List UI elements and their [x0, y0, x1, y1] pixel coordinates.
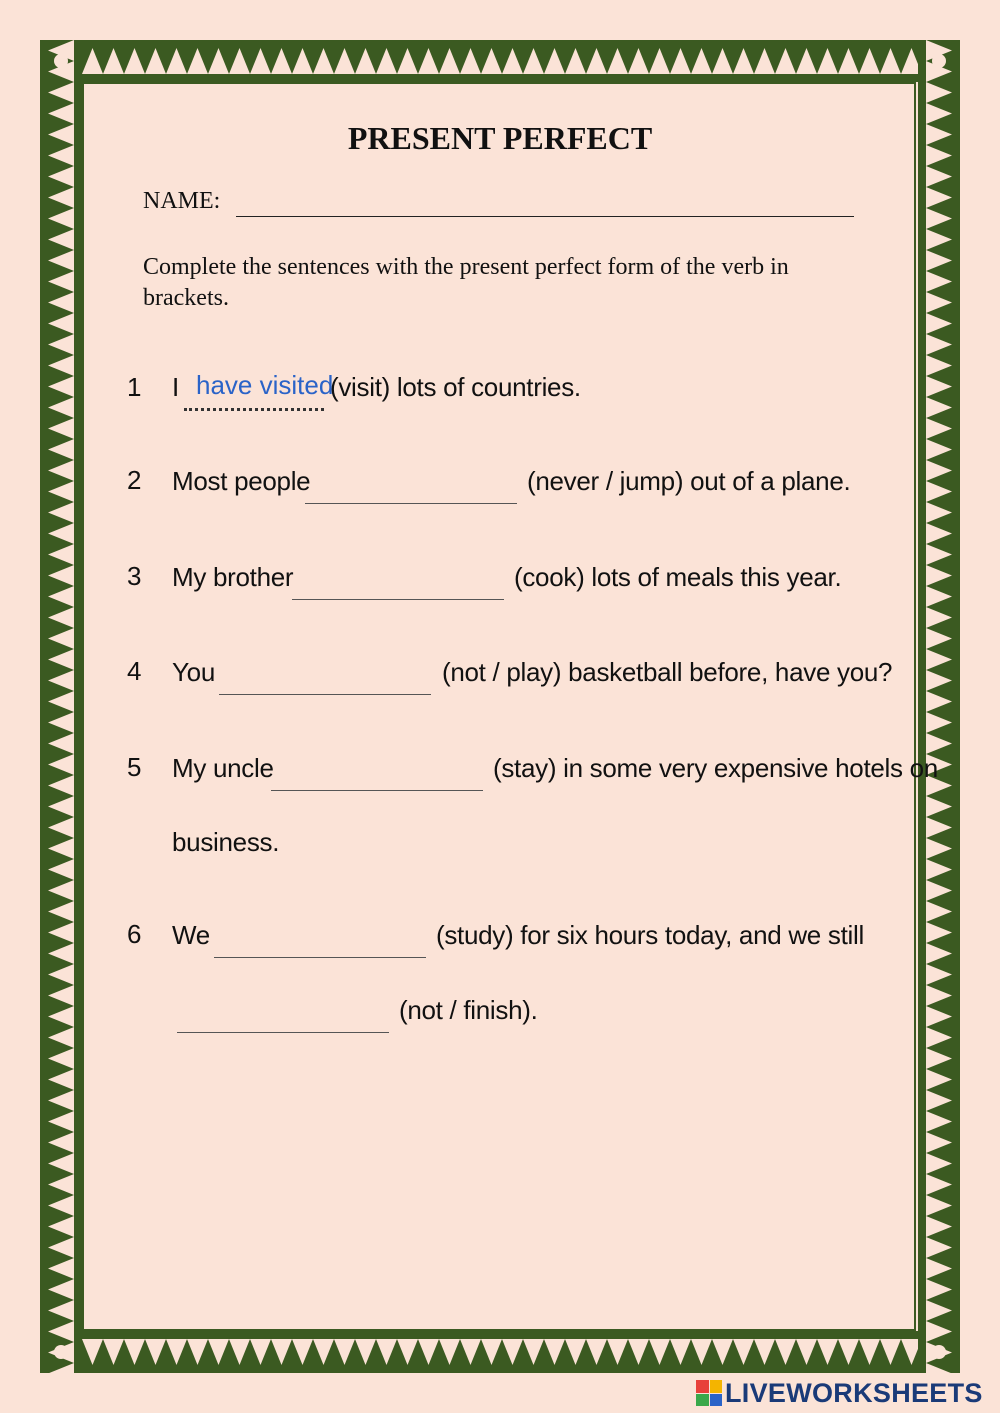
- border-triangle: [48, 607, 74, 628]
- border-triangle: [48, 649, 74, 670]
- border-triangle: [48, 1363, 74, 1373]
- border-triangle: [670, 1339, 691, 1365]
- border-left: [40, 40, 82, 1373]
- border-triangle: [292, 48, 313, 74]
- border-triangle: [48, 376, 74, 397]
- border-triangle: [796, 1339, 817, 1365]
- border-triangle: [544, 48, 565, 74]
- border-triangle: [48, 1237, 74, 1258]
- border-triangle: [926, 1069, 952, 1090]
- border-triangle: [926, 523, 952, 544]
- border-triangle: [439, 1339, 460, 1365]
- border-triangle: [481, 48, 502, 74]
- border-triangle: [880, 1339, 901, 1365]
- border-triangle: [48, 964, 74, 985]
- border-triangle: [880, 48, 901, 74]
- border-triangle: [649, 1339, 670, 1365]
- border-triangle: [48, 712, 74, 733]
- border-triangle: [48, 82, 74, 103]
- triangle-pattern: [40, 1331, 960, 1373]
- border-triangle: [926, 250, 952, 271]
- border-triangle: [926, 1153, 952, 1174]
- border-triangle: [926, 1321, 952, 1342]
- border-triangle: [48, 796, 74, 817]
- question-text-before: My uncle: [172, 753, 274, 783]
- border-triangle: [271, 1339, 292, 1365]
- border-triangle: [48, 565, 74, 586]
- triangle-pattern: [40, 40, 960, 82]
- border-triangle: [48, 1321, 74, 1342]
- question-text-before: I: [172, 372, 179, 402]
- border-triangle: [397, 48, 418, 74]
- border-triangle: [926, 334, 952, 355]
- border-triangle: [565, 1339, 586, 1365]
- border-triangle: [48, 187, 74, 208]
- border-triangle: [418, 48, 439, 74]
- border-triangle: [439, 48, 460, 74]
- border-triangle: [926, 1090, 952, 1111]
- border-triangle: [48, 1069, 74, 1090]
- border-triangle: [926, 1258, 952, 1279]
- answer-blank[interactable]: [292, 599, 504, 600]
- border-triangle: [926, 712, 952, 733]
- border-triangle: [334, 1339, 355, 1365]
- border-triangle: [926, 586, 952, 607]
- question-number: 6: [127, 919, 142, 949]
- border-triangle: [48, 628, 74, 649]
- border-triangle: [926, 565, 952, 586]
- border-triangle: [926, 1237, 952, 1258]
- border-triangle: [754, 48, 775, 74]
- border-triangle: [250, 1339, 271, 1365]
- border-triangle: [48, 670, 74, 691]
- border-triangle: [48, 1006, 74, 1027]
- border-triangle: [926, 943, 952, 964]
- border-triangle: [796, 48, 817, 74]
- border-triangle: [926, 1216, 952, 1237]
- border-triangle: [502, 48, 523, 74]
- border-triangle: [48, 166, 74, 187]
- instructions: Complete the sentences with the present perfect form of the verb in brackets.: [143, 254, 789, 311]
- border-triangle: [145, 48, 166, 74]
- border-triangle: [48, 1027, 74, 1048]
- border-triangle: [48, 901, 74, 922]
- border-triangle: [48, 754, 74, 775]
- border-triangle: [48, 838, 74, 859]
- border-triangle: [926, 208, 952, 229]
- question-number: 1: [127, 372, 142, 402]
- border-triangle: [48, 1090, 74, 1111]
- border-triangle: [607, 1339, 628, 1365]
- border-triangle: [926, 355, 952, 376]
- border-triangle: [292, 1339, 313, 1365]
- border-triangle: [48, 229, 74, 250]
- border-triangle: [48, 775, 74, 796]
- border-triangle: [48, 397, 74, 418]
- border-triangle: [48, 733, 74, 754]
- border-triangle: [926, 901, 952, 922]
- border-triangle: [926, 817, 952, 838]
- border-triangle: [48, 544, 74, 565]
- border-triangle: [926, 859, 952, 880]
- border-triangle: [775, 48, 796, 74]
- question-text-before: You: [172, 657, 215, 687]
- border-triangle: [926, 502, 952, 523]
- border-triangle: [926, 1195, 952, 1216]
- question-text-after: (study) for six hours today, and we still: [436, 920, 864, 950]
- border-triangle: [103, 1339, 124, 1365]
- question-number: 3: [127, 561, 142, 591]
- border-triangle: [926, 733, 952, 754]
- border-triangle: [48, 481, 74, 502]
- border-triangle: [926, 691, 952, 712]
- border-triangle: [926, 397, 952, 418]
- border-triangle: [355, 48, 376, 74]
- border-triangle: [48, 1174, 74, 1195]
- border-triangle: [48, 985, 74, 1006]
- border-triangle: [48, 502, 74, 523]
- border-triangle: [733, 1339, 754, 1365]
- border-triangle: [926, 166, 952, 187]
- border-triangle: [926, 1300, 952, 1321]
- border-triangle: [926, 649, 952, 670]
- border-triangle: [926, 796, 952, 817]
- border-triangle: [103, 48, 124, 74]
- border-triangle: [166, 48, 187, 74]
- border-triangle: [926, 439, 952, 460]
- border-triangle: [48, 1153, 74, 1174]
- border-triangle: [271, 48, 292, 74]
- border-triangle: [926, 544, 952, 565]
- border-triangle: [48, 1300, 74, 1321]
- border-triangle: [838, 48, 859, 74]
- triangle-pattern: [918, 40, 960, 1373]
- border-triangle: [838, 1339, 859, 1365]
- question-text-before: Most people: [172, 466, 311, 496]
- border-triangle: [926, 1132, 952, 1153]
- liveworksheets-logo-icon: [696, 1380, 722, 1406]
- liveworksheets-watermark: [696, 1378, 983, 1408]
- answer-field[interactable]: have visited: [196, 370, 334, 400]
- border-triangle: [926, 1363, 952, 1373]
- answer-blank[interactable]: [214, 957, 426, 958]
- border-triangle: [48, 586, 74, 607]
- border-triangle: [187, 1339, 208, 1365]
- border-triangle: [565, 48, 586, 74]
- border-triangle: [926, 922, 952, 943]
- corner-ornament: [932, 1345, 946, 1359]
- corner-ornament: [54, 54, 68, 68]
- border-triangle: [48, 271, 74, 292]
- border-triangle: [313, 1339, 334, 1365]
- border-triangle: [926, 670, 952, 691]
- border-triangle: [48, 859, 74, 880]
- triangle-pattern: [40, 40, 82, 1373]
- question-text-after: (not / play) basketball before, have you?: [442, 657, 893, 687]
- question-text-before: We: [172, 920, 210, 950]
- border-triangle: [775, 1339, 796, 1365]
- border-triangle: [926, 229, 952, 250]
- border-triangle: [607, 48, 628, 74]
- border-triangle: [926, 838, 952, 859]
- border-triangle: [355, 1339, 376, 1365]
- question-text-after: (never / jump) out of a plane.: [527, 466, 851, 496]
- border-triangle: [48, 1258, 74, 1279]
- border-triangle: [926, 460, 952, 481]
- border-triangle: [48, 1279, 74, 1300]
- border-triangle: [817, 1339, 838, 1365]
- border-triangle: [926, 82, 952, 103]
- border-triangle: [628, 48, 649, 74]
- question-text-after: (visit) lots of countries.: [330, 372, 581, 402]
- question-text-before: My brother: [172, 562, 294, 592]
- border-triangle: [691, 1339, 712, 1365]
- border-triangle: [926, 607, 952, 628]
- name-input-line[interactable]: [236, 216, 854, 217]
- border-triangle: [754, 1339, 775, 1365]
- border-triangle: [376, 1339, 397, 1365]
- border-triangle: [926, 418, 952, 439]
- border-bottom: [40, 1331, 960, 1373]
- border-right: [918, 40, 960, 1373]
- border-triangle: [48, 313, 74, 334]
- border-triangle: [48, 1132, 74, 1153]
- border-triangle: [48, 1111, 74, 1132]
- answer-blank[interactable]: [305, 503, 517, 504]
- border-triangle: [460, 48, 481, 74]
- border-triangle: [166, 1339, 187, 1365]
- border-triangle: [48, 523, 74, 544]
- border-triangle: [926, 376, 952, 397]
- border-triangle: [48, 880, 74, 901]
- question-number: 2: [127, 465, 142, 495]
- answer-blank[interactable]: [271, 790, 483, 791]
- border-triangle: [48, 922, 74, 943]
- border-triangle: [124, 1339, 145, 1365]
- border-triangle: [691, 48, 712, 74]
- border-triangle: [250, 48, 271, 74]
- border-triangle: [544, 1339, 565, 1365]
- border-triangle: [523, 1339, 544, 1365]
- border-triangle: [376, 48, 397, 74]
- border-triangle: [48, 691, 74, 712]
- border-triangle: [229, 1339, 250, 1365]
- border-triangle: [48, 943, 74, 964]
- border-triangle: [502, 1339, 523, 1365]
- border-triangle: [649, 48, 670, 74]
- border-triangle: [48, 1195, 74, 1216]
- question-text-after: (cook) lots of meals this year.: [514, 562, 842, 592]
- border-triangle: [926, 985, 952, 1006]
- border-top: [40, 40, 960, 82]
- border-triangle: [926, 1027, 952, 1048]
- page-title: PRESENT PERFECT: [347, 120, 653, 156]
- border-triangle: [712, 1339, 733, 1365]
- border-triangle: [481, 1339, 502, 1365]
- border-triangle: [48, 292, 74, 313]
- border-triangle: [926, 271, 952, 292]
- border-triangle: [229, 48, 250, 74]
- border-triangle: [397, 1339, 418, 1365]
- border-triangle: [187, 48, 208, 74]
- border-triangle: [418, 1339, 439, 1365]
- border-triangle: [48, 418, 74, 439]
- border-triangle: [48, 460, 74, 481]
- border-triangle: [208, 1339, 229, 1365]
- border-triangle: [48, 355, 74, 376]
- question-number: 5: [127, 752, 142, 782]
- border-triangle: [48, 250, 74, 271]
- border-triangle: [926, 481, 952, 502]
- border-triangle: [926, 1174, 952, 1195]
- question-text-after: (stay) in some very expensive hotels on: [493, 753, 938, 783]
- answer-underline: [184, 408, 324, 411]
- border-triangle: [586, 1339, 607, 1365]
- answer-blank[interactable]: [219, 694, 431, 695]
- question-continuation: business.: [172, 827, 280, 857]
- border-triangle: [670, 48, 691, 74]
- question-continuation: (not / finish).: [399, 995, 538, 1025]
- border-triangle: [523, 48, 544, 74]
- border-triangle: [926, 1111, 952, 1132]
- border-triangle: [817, 48, 838, 74]
- question-number: 4: [127, 656, 142, 686]
- border-triangle: [926, 1279, 952, 1300]
- border-triangle: [733, 48, 754, 74]
- border-triangle: [82, 1339, 103, 1365]
- border-triangle: [628, 1339, 649, 1365]
- border-triangle: [48, 208, 74, 229]
- name-label: NAME:: [143, 188, 221, 214]
- border-triangle: [208, 48, 229, 74]
- corner-ornament: [54, 1345, 68, 1359]
- border-triangle: [48, 1216, 74, 1237]
- border-triangle: [334, 48, 355, 74]
- border-triangle: [926, 628, 952, 649]
- corner-ornament: [932, 54, 946, 68]
- border-triangle: [48, 439, 74, 460]
- border-triangle: [926, 187, 952, 208]
- border-triangle: [48, 1048, 74, 1069]
- watermark-text: LIVEWORKSHEETS: [725, 1377, 983, 1408]
- border-triangle: [48, 817, 74, 838]
- border-triangle: [926, 292, 952, 313]
- border-triangle: [859, 48, 880, 74]
- border-triangle: [712, 48, 733, 74]
- border-triangle: [460, 1339, 481, 1365]
- border-triangle: [926, 313, 952, 334]
- answer-blank[interactable]: [177, 1032, 389, 1033]
- border-triangle: [313, 48, 334, 74]
- border-triangle: [926, 1048, 952, 1069]
- border-triangle: [926, 880, 952, 901]
- border-triangle: [926, 1006, 952, 1027]
- border-triangle: [859, 1339, 880, 1365]
- border-triangle: [145, 1339, 166, 1365]
- border-triangle: [82, 48, 103, 74]
- border-triangle: [586, 48, 607, 74]
- border-triangle: [926, 964, 952, 985]
- border-triangle: [48, 334, 74, 355]
- border-triangle: [124, 48, 145, 74]
